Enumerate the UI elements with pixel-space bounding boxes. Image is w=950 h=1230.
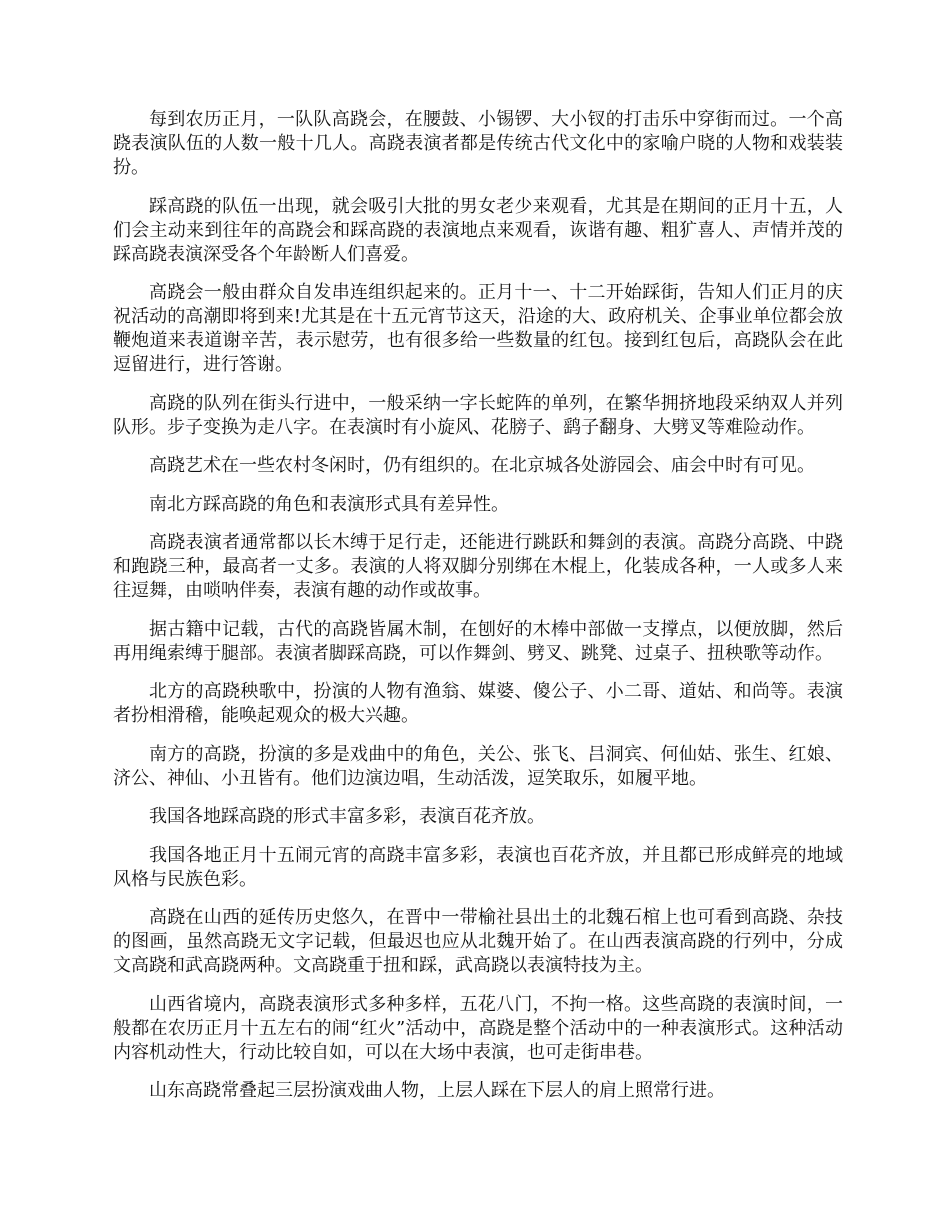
paragraph: 我国各地踩高跷的形式丰富多彩，表演百花齐放。 xyxy=(149,806,545,827)
paragraph: 南方的高跷，扮演的多是戏曲中的角色，关公、张飞、吕洞宾、何仙姑、张生、红娘、济公、神仙、小丑皆有。他们边演边唱，生动活泼，逗笑取乐，如履平地。 xyxy=(113,743,843,789)
paragraph: 据古籍中记载，古代的高跷皆属木制，在刨好的木棒中部做一支撑点，以便放脚，然后再用绳索缚于腿部。表演者脚踩高跷，可以作舞剑、劈叉、跳凳、过桌子、扭秧歌等动作。 xyxy=(113,618,843,664)
paragraph: 山东高跷常叠起三层扮演戏曲人物，上层人踩在下层人的肩上照常行进。 xyxy=(149,1080,725,1101)
paragraph: 高跷会一般由群众自发串连组织起来的。正月十一、十二开始踩街，告知人们正月的庆祝活动的高潮即将到来!尤其是在十五元宵节这天，沿途的大、政府机关、企事业单位都会放鞭炮道来表道谢辛苦，表示慰劳，也有很多给一些数量的红包。接到红包后，高跷队会在此逗留进行，进行答谢。 xyxy=(113,282,843,375)
paragraph: 我国各地正月十五闹元宵的高跷丰富多彩，表演也百花齐放，并且都已形成鲜亮的地域风格与民族色彩。 xyxy=(113,844,843,890)
paragraph: 每到农历正月，一队队高跷会，在腰鼓、小锡锣、大小钗的打击乐中穿街而过。一个高跷表演队伍的人数一般十几人。高跷表演者都是传统古代文化中的家喻户晓的人物和戏装装扮。 xyxy=(113,109,843,178)
paragraph: 高跷在山西的延传历史悠久，在晋中一带榆社县出土的北魏石棺上也可看到高跷、杂技的图画，虽然高跷无文字记载，但最迟也应从北魏开始了。在山西表演高跷的行列中，分成文高跷和武高跷两种。文高跷重于扭和踩，武高跷以表演特技为主。 xyxy=(113,907,843,976)
paragraph: 高跷艺术在一些农村冬闲时，仍有组织的。在北京城各处游园会、庙会中时有可见。 xyxy=(149,455,815,476)
paragraph: 踩高跷的队伍一出现，就会吸引大批的男女老少来观看，尤其是在期间的正月十五，人们会主动来到往年的高跷会和踩高跷的表演地点来观看，诙谐有趣、粗犷喜人、声情并茂的踩高跷表演深受各个年龄断人们喜爱。 xyxy=(113,195,843,265)
paragraph: 高跷表演者通常都以长木缚于足行走，还能进行跳跃和舞剑的表演。高跷分高跷、中跷和跑跷三种，最高者一丈多。表演的人将双脚分别绑在木棍上，化装成各种，一人或多人来往逗舞，由唢呐伴奏，表演有趣的动作或故事。 xyxy=(113,532,843,601)
paragraph: 山西省境内，高跷表演形式多种多样，五花八门，不拘一格。这些高跷的表演时间，一般都在农历正月十五左右的闹“红火”活动中，高跷是整个活动中的一种表演形式。这种活动内容机动性大，行动比较自如，可以在大场中表演，也可走街串巷。 xyxy=(113,993,843,1063)
paragraph: 高跷的队列在街头行进中，一般采纳一字长蛇阵的单列，在繁华拥挤地段采纳双人并列队形。步子变换为走八字。在表演时有小旋风、花膀子、鹞子翻身、大劈叉等难险动作。 xyxy=(113,392,843,438)
document-body xyxy=(113,108,843,1118)
paragraph: 北方的高跷秧歌中，扮演的人物有渔翁、媒婆、傻公子、小二哥、道姑、和尚等。表演者扮相滑稽，能唤起观众的极大兴趣。 xyxy=(113,681,843,726)
paragraph: 南北方踩高跷的角色和表演形式具有差异性。 xyxy=(149,493,509,515)
